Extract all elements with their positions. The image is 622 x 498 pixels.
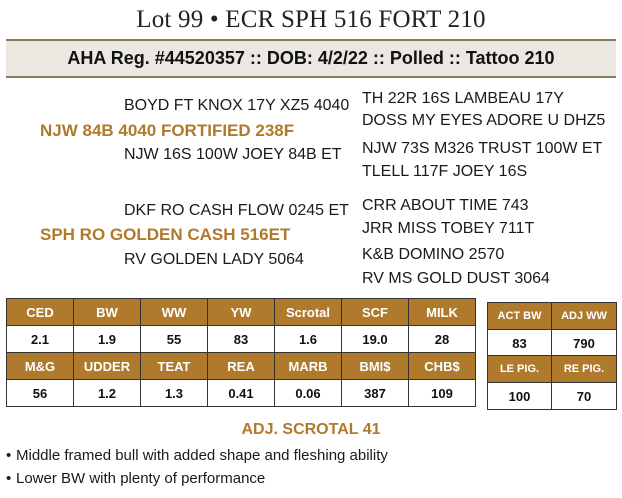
epd-header-teat: TEAT — [141, 353, 208, 380]
epd-value-ced: 2.1 — [7, 326, 74, 353]
actual-header-adj-ww: ADJ WW — [552, 303, 617, 330]
epd-header-bw: BW — [74, 299, 141, 326]
actual-value-act-bw: 83 — [488, 330, 552, 357]
pedigree-ssd-dam: TLELL 117F JOEY 16S — [362, 163, 528, 180]
epd-header-row-1 — [7, 299, 476, 326]
actual-value-re-pig: 70 — [552, 383, 617, 410]
pedigree-dss-sire: CRR ABOUT TIME 743 — [362, 197, 529, 214]
epd-value-scf: 19.0 — [342, 326, 409, 353]
pedigree-dam: SPH RO GOLDEN CASH 516ET — [40, 225, 291, 244]
epd-value-milk: 28 — [409, 326, 476, 353]
epd-value-yw: 83 — [208, 326, 275, 353]
epd-value-rea: 0.41 — [208, 380, 275, 407]
epd-header-rea: REA — [208, 353, 275, 380]
epd-value-scrotal: 1.6 — [275, 326, 342, 353]
epd-header-marb: MARB — [275, 353, 342, 380]
lot-title: Lot 99 • ECR SPH 516 FORT 210 — [136, 6, 486, 33]
actuals-table-1 — [487, 302, 617, 357]
epd-value-bmi: 387 — [342, 380, 409, 407]
pedigree-sire: NJW 84B 4040 FORTIFIED 238F — [40, 121, 295, 140]
pedigree-sire-sire: BOYD FT KNOX 17Y XZ5 4040 — [124, 97, 350, 114]
epd-value-ww: 55 — [141, 326, 208, 353]
pedigree-sire-dam: NJW 16S 100W JOEY 84B ET — [124, 146, 342, 163]
actual-value-adj-ww: 790 — [552, 330, 617, 357]
epd-header-mg: M&G — [7, 353, 74, 380]
pedigree-dds-dam: RV MS GOLD DUST 3064 — [362, 270, 550, 287]
pedigree-dam-sire: DKF RO CASH FLOW 0245 ET — [124, 202, 349, 219]
pedigree-dds-sire: K&B DOMINO 2570 — [362, 246, 505, 263]
actuals-table-2 — [487, 355, 617, 410]
epd-header-milk: MILK — [409, 299, 476, 326]
epd-table — [6, 298, 476, 407]
epd-header-chb: CHB$ — [409, 353, 476, 380]
actual-header-le-pig: LE PIG. — [488, 356, 552, 383]
note-item — [6, 447, 388, 464]
epd-value-marb: 0.06 — [275, 380, 342, 407]
epd-value-bw: 1.9 — [74, 326, 141, 353]
adj-scrotal: ADJ. SCROTAL 41 — [241, 421, 381, 438]
note-item — [6, 470, 265, 487]
epd-value-row-2 — [7, 380, 476, 407]
pedigree-sss-sire: TH 22R 16S LAMBEAU 17Y — [362, 90, 564, 107]
bullet-icon: • — [6, 470, 12, 487]
epd-header-ww: WW — [141, 299, 208, 326]
epd-value-udder: 1.2 — [74, 380, 141, 407]
actual-header-re-pig: RE PIG. — [552, 356, 617, 383]
epd-header-row-2 — [7, 353, 476, 380]
epd-header-udder: UDDER — [74, 353, 141, 380]
epd-header-scrotal: Scrotal — [275, 299, 342, 326]
epd-header-bmi: BMI$ — [342, 353, 409, 380]
pedigree-dam-dam: RV GOLDEN LADY 5064 — [124, 251, 304, 268]
pedigree-sss-dam: DOSS MY EYES ADORE U DHZ5 — [362, 112, 606, 129]
bullet-icon: • — [6, 447, 12, 464]
epd-value-chb: 109 — [409, 380, 476, 407]
note-text: Lower BW with plenty of performance — [16, 470, 266, 487]
actual-header-act-bw: ACT BW — [488, 303, 552, 330]
pedigree-dss-dam: JRR MISS TOBEY 711T — [362, 220, 535, 237]
epd-value-mg: 56 — [7, 380, 74, 407]
epd-value-teat: 1.3 — [141, 380, 208, 407]
registration-band: AHA Reg. #44520357 :: DOB: 4/2/22 :: Polled :: Tattoo 210 — [6, 39, 616, 78]
epd-value-row-1 — [7, 326, 476, 353]
epd-header-ced: CED — [7, 299, 74, 326]
epd-header-yw: YW — [208, 299, 275, 326]
actual-value-le-pig: 100 — [488, 383, 552, 410]
epd-header-scf: SCF — [342, 299, 409, 326]
note-text: Middle framed bull with added shape and fleshing ability — [16, 447, 388, 464]
pedigree-ssd-sire: NJW 73S M326 TRUST 100W ET — [362, 140, 603, 157]
